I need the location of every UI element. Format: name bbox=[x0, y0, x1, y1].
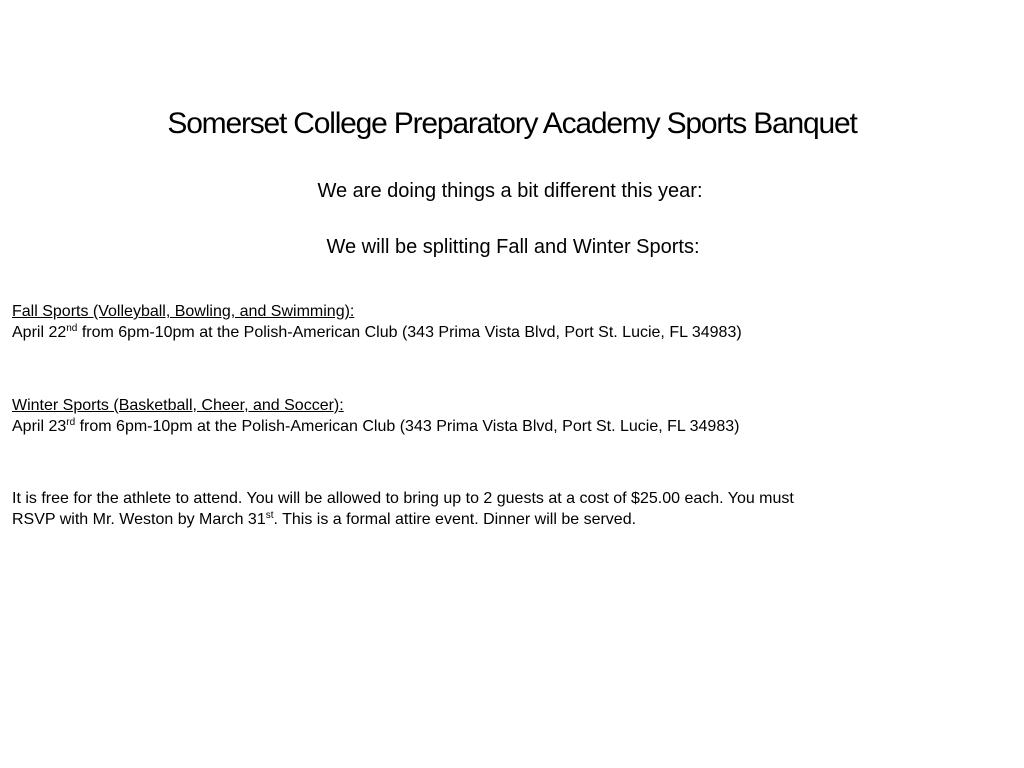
fall-date: April 22 bbox=[12, 324, 67, 341]
info-line-2 bbox=[12, 509, 1012, 530]
intro-line-1: We are doing things a bit different this year: bbox=[317, 180, 703, 202]
banquet-title: Somerset College Preparatory Academy Sports Banquet bbox=[167, 107, 857, 140]
intro-line-2: We will be splitting Fall and Winter Sports: bbox=[326, 236, 700, 258]
winter-sports-heading: Winter Sports (Basketball, Cheer, and Soccer): bbox=[12, 397, 344, 414]
winter-date: April 23 bbox=[12, 418, 67, 435]
fall-sports-details bbox=[12, 322, 1012, 343]
attire-text: . This is a formal attire event. Dinner will be served. bbox=[273, 511, 637, 528]
attendance-info bbox=[12, 488, 1012, 530]
rsvp-date-suffix: st bbox=[265, 510, 274, 521]
fall-date-suffix: nd bbox=[66, 323, 78, 334]
info-line-1: It is free for the athlete to attend. You will be allowed to bring up to 2 guests at a cost of $25.00 each. You must bbox=[12, 490, 794, 507]
fall-sports-section bbox=[12, 301, 1012, 343]
winter-sports-section bbox=[12, 395, 1012, 437]
fall-location: from 6pm-10pm at the Polish-American Club (343 Prima Vista Blvd, Port St. Lucie, FL 34983) bbox=[77, 324, 742, 341]
winter-date-suffix: rd bbox=[66, 417, 76, 428]
fall-sports-heading: Fall Sports (Volleyball, Bowling, and Swimming): bbox=[12, 303, 355, 320]
rsvp-text: RSVP with Mr. Weston by March 31 bbox=[12, 511, 266, 528]
winter-sports-details bbox=[12, 416, 1012, 437]
winter-location: from 6pm-10pm at the Polish-American Club (343 Prima Vista Blvd, Port St. Lucie, FL 34983) bbox=[75, 418, 740, 435]
